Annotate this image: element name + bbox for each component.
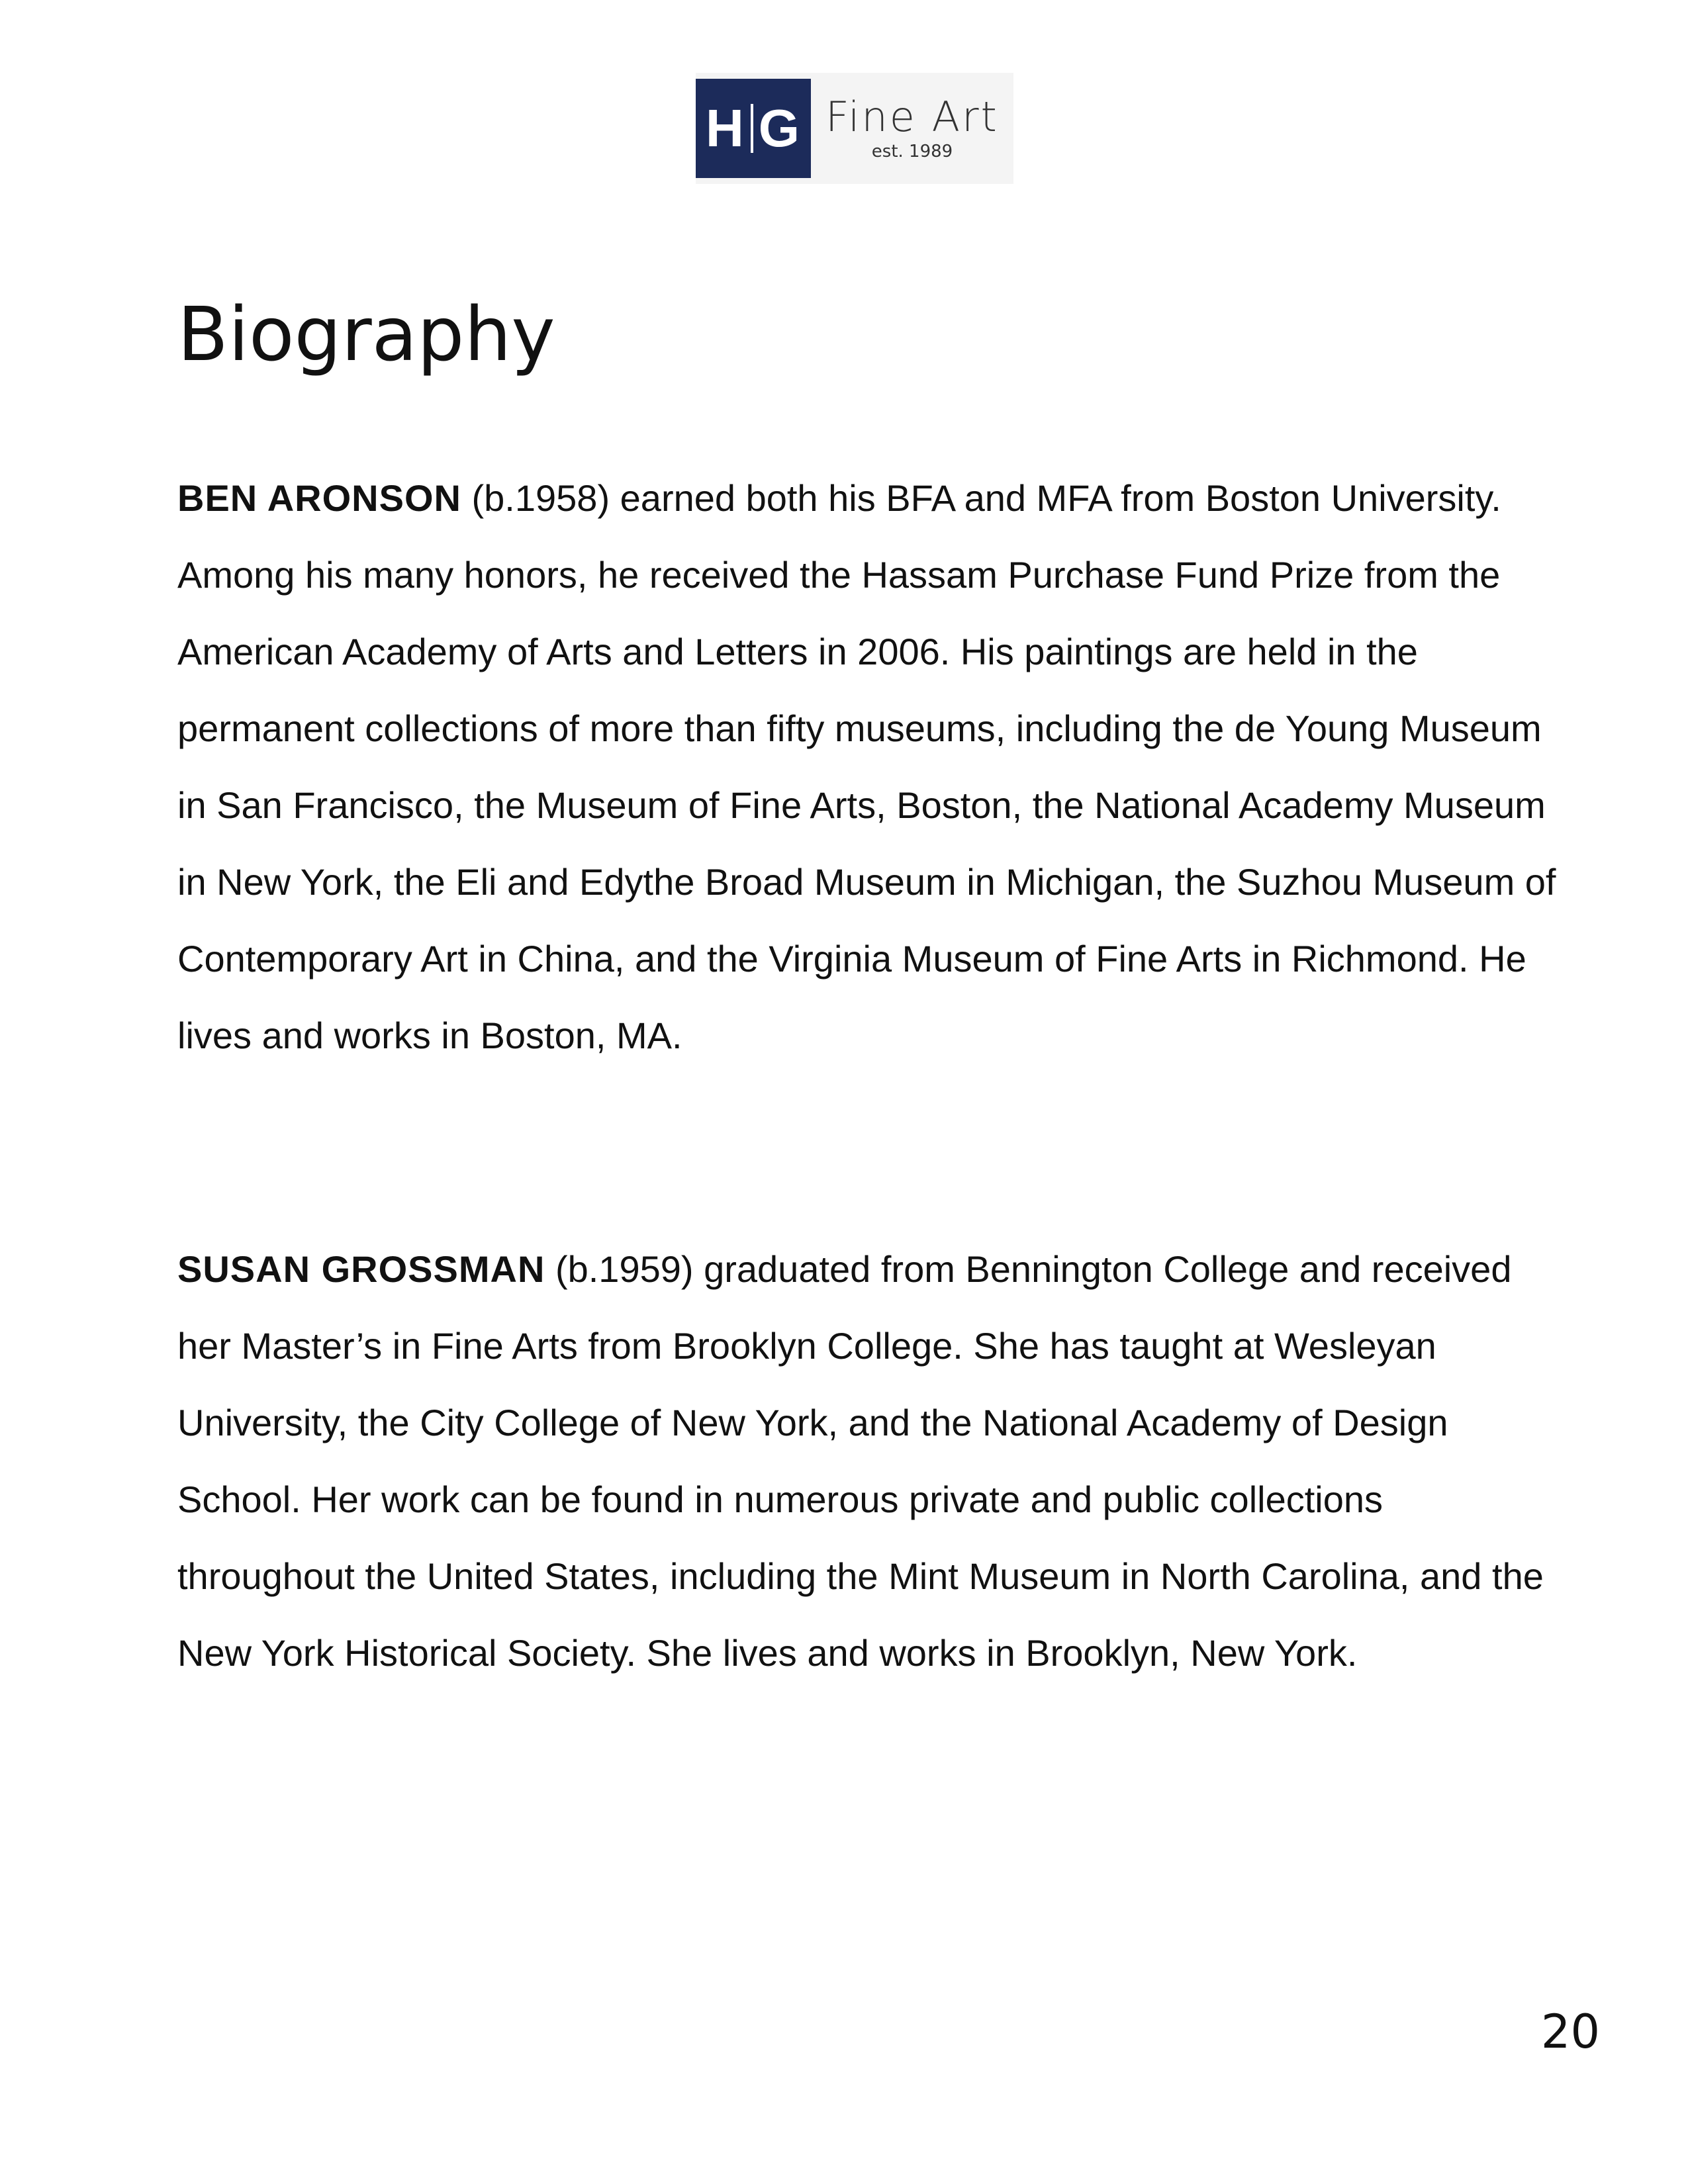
logo-mark-g: G (758, 99, 801, 158)
page-number: 20 (1540, 2005, 1600, 2059)
artist-name: BEN ARONSON (177, 477, 461, 519)
bio-text: (b.1958) earned both his BFA and MFA from Boston University. Among his many honors, he received the Hassam Purchase Fund Prize from the American Academy of Arts and Letters in 2006. His paintings are held in the permanent collections of more than fifty museums, including the de Young Museum in San Francisco, the Museum of Fine Arts, Boston, the National Academy Museum in New York, the Eli and Edythe Broad Museum in Michigan, the Suzhou Museum of Contemporary Art in China, and the Virginia Museum of Fine Arts in Richmond. He lives and works in Boston, MA. (177, 477, 1556, 1056)
company-logo (696, 73, 1013, 184)
logo-mark-h: H (705, 99, 745, 158)
logo-mark-divider (751, 104, 753, 153)
page-title: Biography (177, 292, 555, 378)
artist-name: SUSAN GROSSMAN (177, 1248, 545, 1290)
bio-text: (b.1959) graduated from Bennington College and received her Master’s in Fine Arts from Brooklyn College. She has taught at Wesleyan University, the City College of New York, and the National Academy of Design School. Her work can be found in numerous private and public collections throughout the United States, including the Mint Museum in North Carolina, and the New York Historical Society. She lives and works in Brooklyn, New York. (177, 1248, 1544, 1674)
logo-name: Fine Art (825, 93, 999, 141)
bio-paragraph-ben-aronson (177, 460, 1568, 1074)
logo-mark (696, 79, 811, 178)
logo-text (811, 73, 1013, 184)
bio-paragraph-susan-grossman (177, 1231, 1568, 1692)
logo-established: est. 1989 (871, 142, 953, 161)
